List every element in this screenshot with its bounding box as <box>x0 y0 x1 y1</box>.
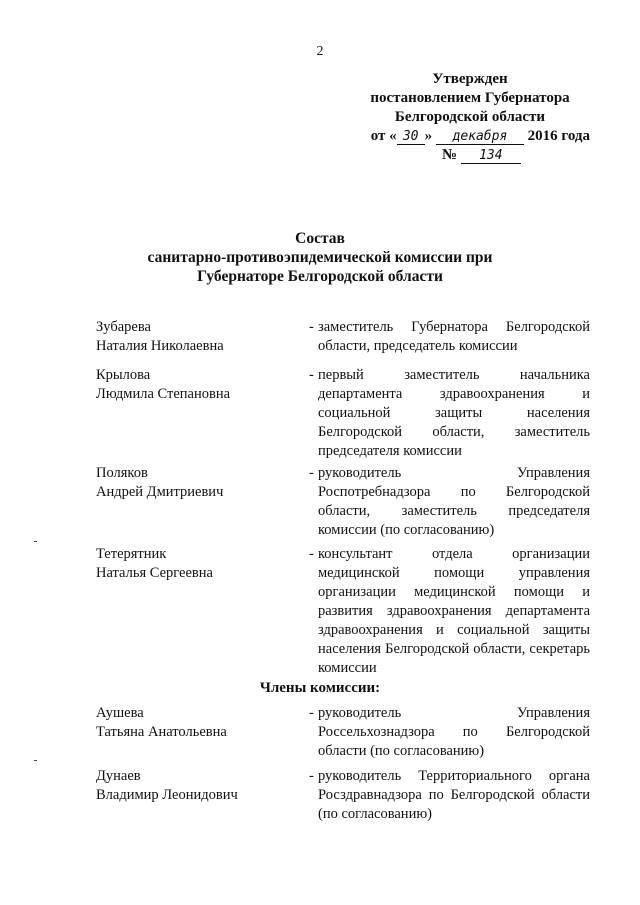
member-surname: Крылова <box>96 367 151 383</box>
member-given-name: Андрей Дмитриевич <box>96 484 224 500</box>
member-given-name: Наталья Сергеевна <box>96 565 213 581</box>
member-surname: Аушева <box>96 705 144 721</box>
date-prefix: от « <box>370 128 397 144</box>
member-name <box>96 767 296 805</box>
member-given-name: Наталия Николаевна <box>96 338 224 354</box>
date-month: декабря <box>436 129 524 145</box>
member-name <box>96 464 296 502</box>
approval-region: Белгородской области <box>394 109 546 125</box>
member-name <box>96 545 296 583</box>
dash-separator: - <box>309 465 314 481</box>
member-given-name: Людмила Степановна <box>96 386 231 402</box>
member-role: руководитель Территориального органа Росздравнадзора по Белгородской области (по согласованию) <box>318 768 590 822</box>
dash-separator: - <box>309 367 314 383</box>
document-heading <box>0 229 640 286</box>
number-prefix: № <box>442 147 458 163</box>
heading-line-3: Губернаторе Белгородской области <box>197 268 443 285</box>
member-role: руководитель Управления Роспотребнадзора по Белгородской области, заместитель председателя комиссии (по согласованию) <box>318 465 590 538</box>
dash-separator: - <box>309 319 314 335</box>
member-name <box>96 366 296 404</box>
member-role: первый заместитель начальника департамента здравоохранения и социальной защиты населения Белгородской области, заместитель председателя комиссии <box>318 367 590 459</box>
member-role: заместитель Губернатора Белгородской области, председатель комиссии <box>318 319 590 354</box>
members-section-title: Члены комиссии: <box>259 680 381 696</box>
approval-block <box>350 70 590 165</box>
dash-separator: - <box>309 546 314 562</box>
member-role: руководитель Управления Россельхознадзора по Белгородской области (по согласованию) <box>318 705 590 759</box>
approval-number <box>350 146 590 165</box>
member-surname: Зубарева <box>96 319 151 335</box>
member-role: консультант отдела организации медицинской помощи управления организации медицинской помощи и развития здравоохранения департамента здравоохранения и социальной защиты населения Белгородской области, секретарь комиссии <box>318 546 590 676</box>
number-value: 134 <box>461 148 521 164</box>
heading-line-2: санитарно-противоэпидемической комиссии при <box>147 249 493 266</box>
member-name <box>96 318 296 356</box>
member-surname: Дунаев <box>96 768 141 784</box>
margin-mark <box>34 760 37 761</box>
date-mid: » <box>424 128 433 144</box>
heading-line-1: Состав <box>295 230 345 247</box>
date-day: 30 <box>397 129 425 145</box>
page-number: 2 <box>316 44 324 59</box>
approval-date <box>350 127 590 146</box>
dash-separator: - <box>309 705 314 721</box>
member-surname: Тетерятник <box>96 546 167 562</box>
approval-title: Утвержден <box>432 71 508 87</box>
member-given-name: Татьяна Анатольевна <box>96 724 227 740</box>
member-name <box>96 704 296 742</box>
dash-separator: - <box>309 768 314 784</box>
member-given-name: Владимир Леонидович <box>96 787 238 803</box>
approval-by: постановлением Губернатора <box>370 90 570 106</box>
date-year: 2016 года <box>527 128 590 144</box>
member-surname: Поляков <box>96 465 148 481</box>
margin-mark <box>34 541 37 542</box>
